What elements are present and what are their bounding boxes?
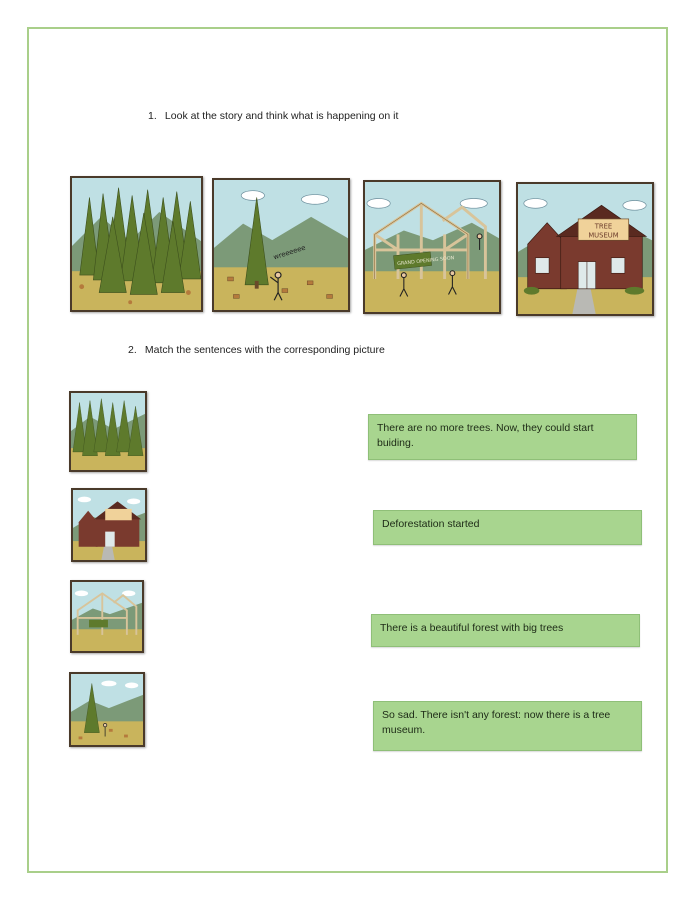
- instruction-1: [148, 110, 398, 122]
- instruction-1-number: 1.: [148, 110, 157, 122]
- construction-illustration: [365, 182, 499, 312]
- instruction-2-text: Match the sentences with the corresponding picture: [144, 344, 385, 356]
- match-picture-forest[interactable]: [69, 391, 147, 472]
- construction-sign-label: GRAND OPENING SOON: [397, 255, 455, 268]
- forest-illustration: [72, 178, 201, 310]
- sentence-4-text: So sad. There isn't any forest: now there is a tree museum.: [382, 709, 611, 736]
- axe-sound-label: wreeeeee: [272, 243, 307, 262]
- sentence-box-4[interactable]: [373, 701, 642, 751]
- match-picture-deforestation[interactable]: [69, 672, 145, 747]
- sentence-3-text: There is a beautiful forest with big trees: [380, 622, 564, 634]
- story-panel-construction: [363, 180, 501, 314]
- museum-sign-line1: TREE: [594, 222, 613, 231]
- thumb-construction-illustration: [72, 582, 142, 651]
- sentence-box-2[interactable]: [373, 510, 642, 545]
- story-panel-forest: [70, 176, 203, 312]
- sentence-2-text: Deforestation started: [382, 518, 480, 530]
- story-panel-deforestation: [212, 178, 350, 312]
- deforestation-illustration: [214, 180, 348, 310]
- instruction-1-text: Look at the story and think what is happening on it: [164, 110, 399, 122]
- museum-illustration: [518, 184, 652, 314]
- match-picture-construction[interactable]: [70, 580, 144, 653]
- sentence-box-1[interactable]: [368, 414, 637, 460]
- thumb-museum-illustration: [73, 490, 145, 560]
- match-picture-museum[interactable]: [71, 488, 147, 562]
- thumb-forest-illustration: [71, 393, 145, 470]
- sentence-box-3[interactable]: [371, 614, 640, 647]
- sentence-1-text: There are no more trees. Now, they could start buiding.: [377, 422, 594, 449]
- instruction-2: [128, 344, 385, 356]
- museum-sign-line2: MUSEUM: [588, 231, 619, 240]
- instruction-2-number: 2.: [128, 344, 137, 356]
- story-panel-museum: [516, 182, 654, 316]
- thumb-deforestation-illustration: [71, 674, 143, 745]
